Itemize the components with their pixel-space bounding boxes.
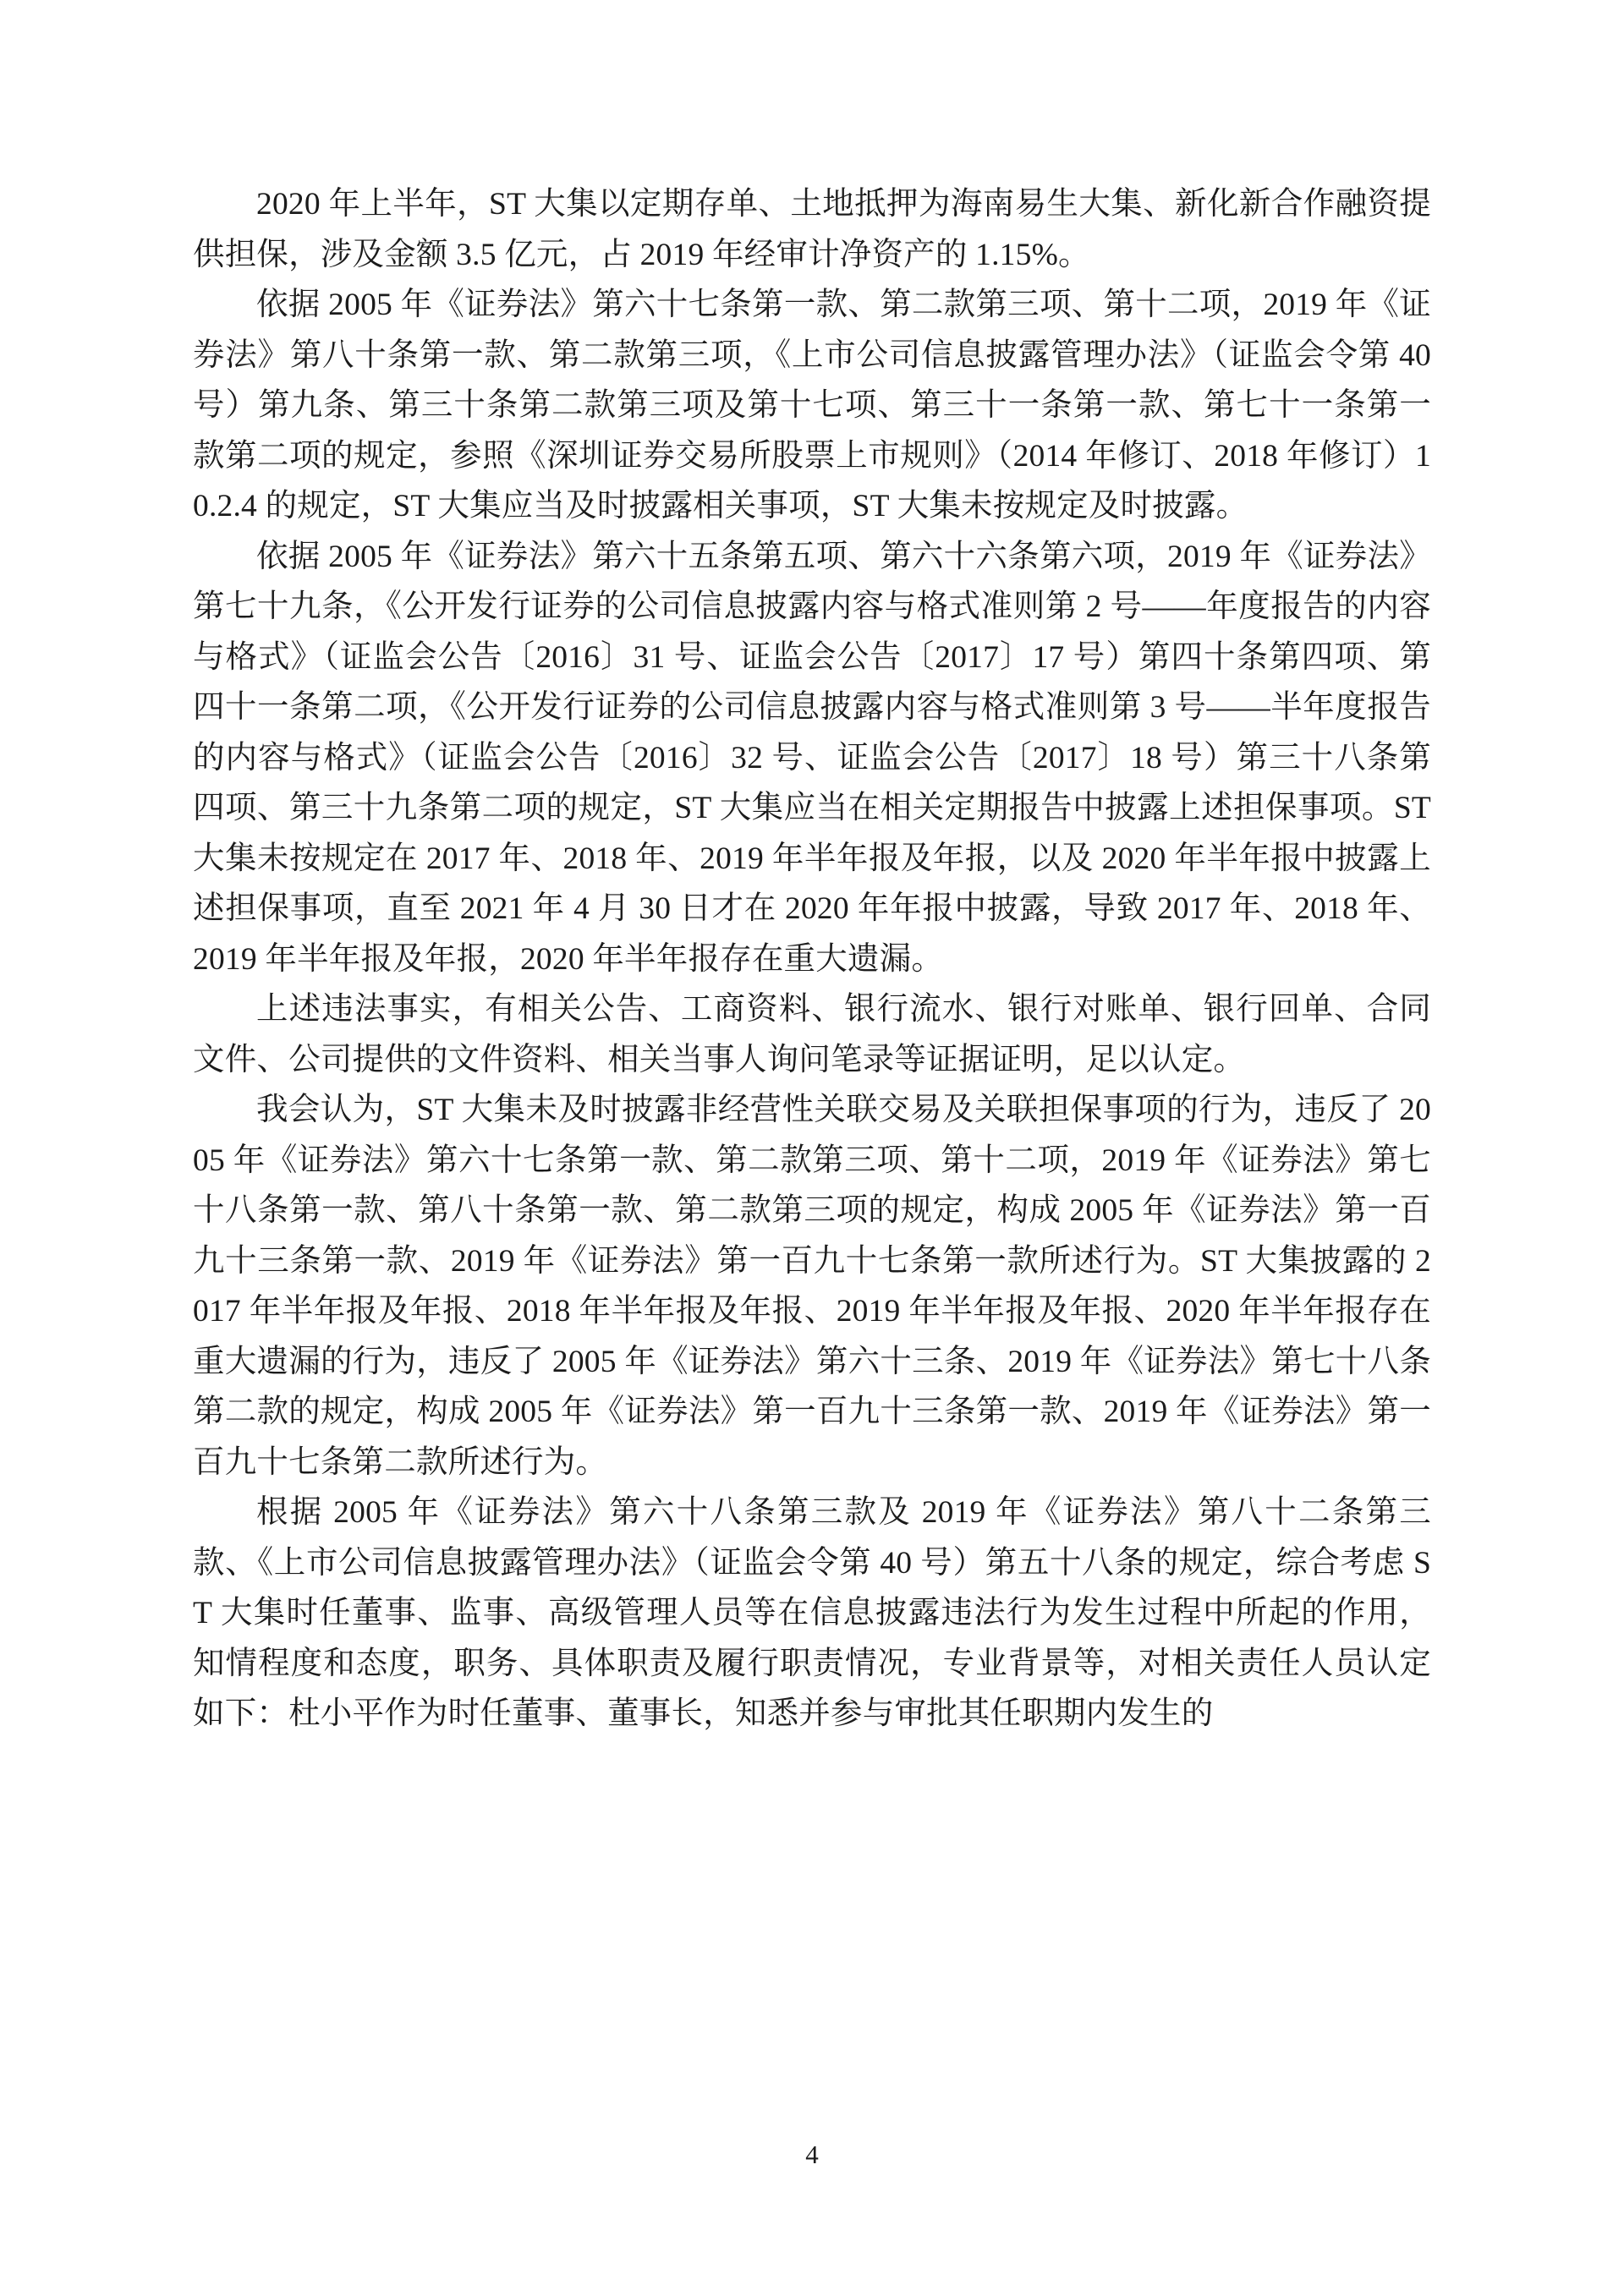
paragraph-5: 我会认为，ST 大集未及时披露非经营性关联交易及关联担保事项的行为，违反了 2005 年《证券法》第六十七条第一款、第二款第三项、第十二项，2019 年《证券法》第七十八条第一款、第八十条第一款、第二款第三项的规定，构成 2005 年《证券法》第一百九十三条第一款、2019 年《证券法》第一百九十七条第一款所述行为。ST 大集披露的 2017 年半年报及年报、2018 年半年报及年报、2019 年半年报及年报、2020 年半年报存在重大遗漏的行为，违反了 2005 年《证券法》第六十三条、2019 年《证券法》第七十八条第二款的规定，构成 2005 年《证券法》第一百九十三条第一款、2019 年《证券法》第一百九十七条第二款所述行为。 <box>193 1093 1431 1480</box>
paragraph-4: 上述违法事实，有相关公告、工商资料、银行流水、银行对账单、银行回单、合同文件、公司提供的文件资料、相关当事人询问笔录等证据证明，足以认定。 <box>193 992 1431 1077</box>
paragraph-1: 2020 年上半年，ST 大集以定期存单、土地抵押为海南易生大集、新化新合作融资提供担保，涉及金额 3.5 亿元，占 2019 年经审计净资产的 1.15%。 <box>193 187 1431 272</box>
paragraph-6: 根据 2005 年《证券法》第六十八条第三款及 2019 年《证券法》第八十二条第三款、《上市公司信息披露管理办法》（证监会令第 40 号）第五十八条的规定，综合考虑 ST 大集时任董事、监事、高级管理人员等在信息披露违法行为发生过程中所起的作用，知情程度和态度，职务、具体职责及履行职责情况，专业背景等，对相关责任人员认定如下：杜小平作为时任董事、董事长，知悉并参与审批其任职期内发生的 <box>193 1495 1431 1731</box>
document-body <box>193 179 1431 1740</box>
paragraph-3: 依据 2005 年《证券法》第六十五条第五项、第六十六条第六项，2019 年《证券法》第七十九条，《公开发行证券的公司信息披露内容与格式准则第 2 号——年度报告的内容与格式》（证监会公告〔2016〕31 号、证监会公告〔2017〕17 号）第四十条第四项、第四十一条第二项，《公开发行证券的公司信息披露内容与格式准则第 3 号——半年度报告的内容与格式》（证监会公告〔2016〕32 号、证监会公告〔2017〕18 号）第三十八条第四项、第三十九条第二项的规定，ST 大集应当在相关定期报告中披露上述担保事项。ST 大集未按规定在 2017 年、2018 年、2019 年半年报及年报，以及 2020 年半年报中披露上述担保事项，直至 2021 年 4 月 30 日才在 2020 年年报中披露，导致 2017 年、2018 年、2019 年半年报及年报，2020 年半年报存在重大遗漏。 <box>193 539 1431 977</box>
paragraph-2: 依据 2005 年《证券法》第六十七条第一款、第二款第三项、第十二项，2019 年《证券法》第八十条第一款、第二款第三项，《上市公司信息披露管理办法》（证监会令第 40 号）第九条、第三十条第二款第三项及第十七项、第三十一条第一款、第七十一条第一款第二项的规定，参照《深圳证券交易所股票上市规则》（2014 年修订、2018 年修订）10.2.4 的规定，ST 大集应当及时披露相关事项，ST 大集未按规定及时披露。 <box>193 288 1431 523</box>
page-number: 4 <box>805 2140 819 2169</box>
